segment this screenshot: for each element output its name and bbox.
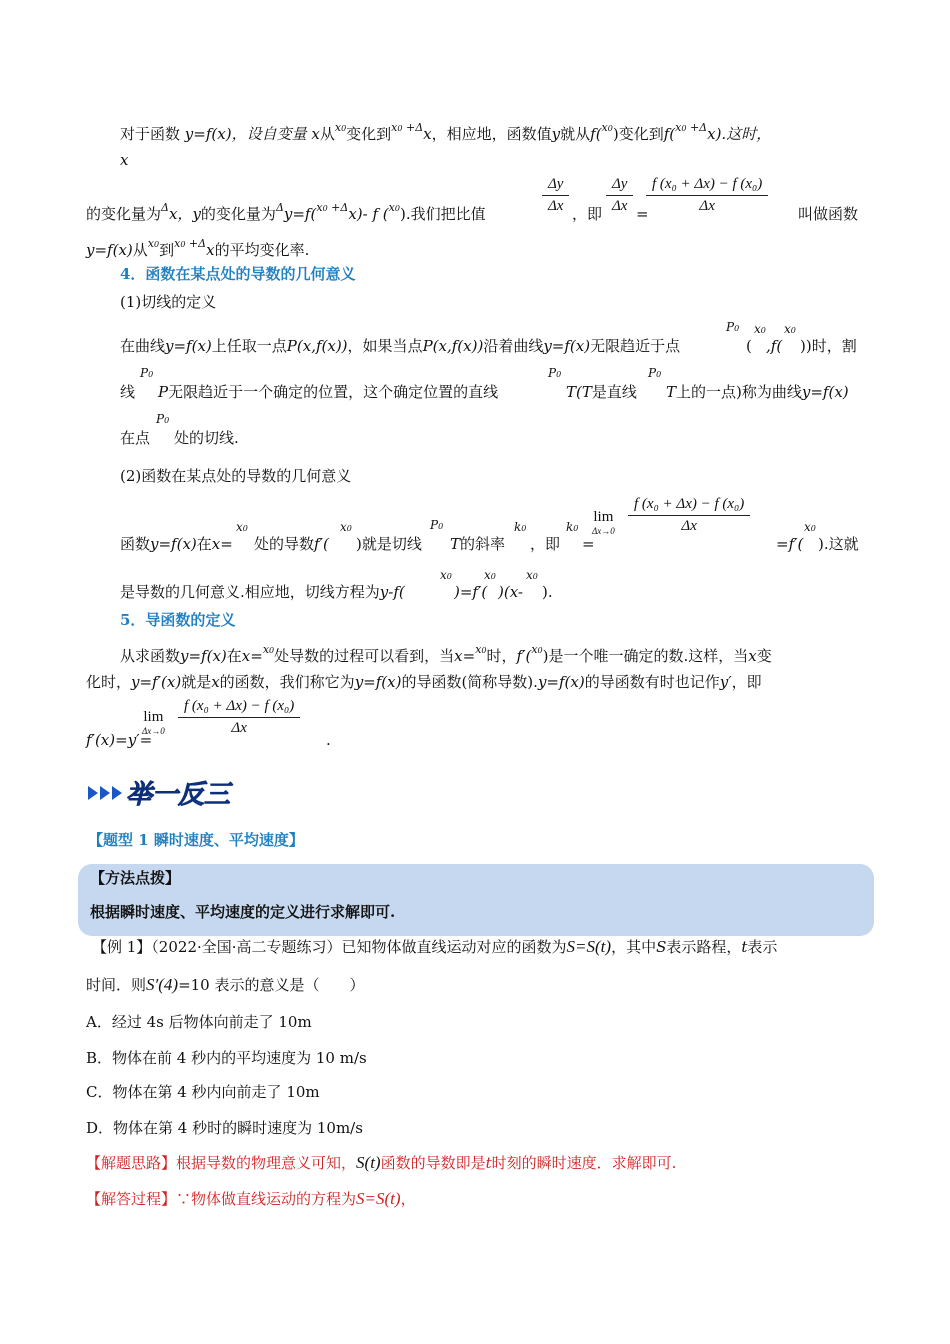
text: 根据导数的物理意义可知， [176, 1154, 357, 1172]
text: 从 [132, 241, 148, 259]
x0-symbol: x0 [262, 643, 275, 656]
x0-symbol: x0 [526, 568, 538, 582]
text: 是导数的几何意义.相应地，切线方程为 [120, 583, 380, 601]
x0-symbol: x0 +Δ [174, 237, 207, 250]
text: 叫做函数 [798, 205, 859, 223]
k0-symbol: k0 [566, 520, 579, 534]
text: y=f(x) [180, 647, 227, 665]
text: =f′( [776, 535, 804, 553]
text: y=f( [283, 205, 317, 223]
p0-symbol: P0 [140, 366, 154, 380]
x0-symbol: x0 [804, 520, 816, 534]
text: ∵物体做直线运动的方程为 [176, 1190, 357, 1208]
text: ,f( [766, 337, 783, 355]
section-4-heading: 4．函数在某点处的导数的几何意义 [120, 265, 356, 283]
text: y [551, 125, 561, 143]
text: y=f [184, 125, 212, 143]
text: 就是 [181, 673, 212, 691]
text: x [206, 241, 215, 259]
text: y=f(x) [537, 673, 585, 691]
x0-symbol: x0 +Δ [316, 201, 349, 214]
tangent-line-2d [666, 382, 849, 402]
tangent-line-1 [120, 336, 680, 356]
denominator: Δx [231, 720, 247, 736]
x0-symbol: x0 [440, 568, 452, 582]
p0-symbol: P0 [726, 320, 740, 334]
x0-symbol: x0 +Δ [675, 121, 708, 134]
text: P(x,f(x)) [286, 337, 348, 355]
text: ，相应地，函数值 [431, 125, 552, 143]
formula: S=S(t) [356, 1189, 401, 1208]
lim-subscript: Δx→0 [142, 726, 165, 736]
banner-title: 举一反三 [126, 780, 231, 809]
derivative-def-line-2 [86, 672, 762, 692]
text: 就从 [560, 125, 591, 143]
text: x).这时， [707, 125, 772, 143]
text: 表示 [747, 938, 778, 956]
process-label: 【解答过程】 [86, 1190, 177, 1208]
derivative-def-line-3: f′(x)=y′= [86, 731, 153, 749]
x0-symbol: x0 [601, 121, 613, 134]
solution-process [86, 1186, 416, 1212]
text: )是一个唯一确定的数.这样，当 [542, 647, 749, 665]
text: 在点 [120, 429, 151, 447]
text: 从 [319, 125, 335, 143]
text: =10 表示的意义是（ ） [178, 976, 365, 994]
text: f( [590, 125, 602, 143]
x0-symbol: x0 +Δ [391, 121, 424, 134]
denominator: Δx [699, 198, 715, 214]
text: x)- f ( [348, 205, 389, 223]
text: 的导函数有时也记作 [584, 673, 720, 691]
text: T [450, 535, 461, 553]
text: y′ [719, 673, 732, 691]
lim-label: lim [593, 509, 614, 525]
p0-symbol: P0 [430, 518, 444, 532]
x0-symbol: x0 [531, 643, 543, 656]
section-5-heading: 5．导函数的定义 [120, 611, 236, 629]
text: 的变化量为 [200, 205, 276, 223]
tangent-line-2 [120, 382, 135, 402]
text: 【例 1】（2022·全国·高二专题练习）已知物体做直线运动对应的函数为 [92, 938, 567, 956]
text: f′( [516, 647, 532, 665]
derivative-def-line-1 [120, 643, 772, 669]
numerator: f (x₀ + Δx) − f (x₀) [646, 176, 768, 196]
text: 函数 [120, 535, 151, 553]
tangent-line-2b [158, 382, 498, 402]
method-title: 【方法点拨】 [90, 869, 181, 887]
text: y=f(x) [543, 337, 591, 355]
text: y-f( [379, 583, 405, 601]
text: 对于函数 [120, 125, 181, 143]
x0-symbol: x0 [340, 520, 352, 534]
text: y=f(x) [86, 241, 133, 259]
x0-symbol: x0 [388, 201, 400, 214]
text: P(x,f(x)) [422, 337, 484, 355]
option-c: C．物体在第 4 秒内向前走了 10m [86, 1083, 320, 1101]
geometric-line-1 [120, 534, 233, 554]
geometric-line-1c [356, 534, 422, 554]
text: y=f(x) [150, 535, 197, 553]
text: ，即 [731, 673, 762, 691]
text: 上的一点)称为曲线 [676, 383, 802, 401]
text: 的导函数(简称导数). [401, 673, 538, 691]
text: )=f′( [454, 583, 488, 601]
text: ，即 [530, 535, 561, 553]
ratio-fraction [606, 176, 633, 215]
text: 化时， [86, 673, 132, 691]
text: ，即 [572, 205, 603, 223]
text: x= [211, 535, 233, 553]
difference-quotient [646, 176, 768, 215]
text: 处的导数 [254, 535, 315, 553]
x0-symbol: x0 [236, 520, 248, 534]
p0-symbol: P0 [548, 366, 562, 380]
text: 在曲线 [120, 337, 166, 355]
arrow-icon [88, 786, 98, 800]
text: ).我们把比值 [399, 205, 486, 223]
delta-symbol: Δ [275, 201, 284, 214]
ratio-fraction [542, 176, 569, 215]
equals: = [582, 535, 595, 553]
p0-symbol: P0 [156, 412, 170, 426]
text: x [423, 125, 432, 143]
avg-rate-line-1 [120, 121, 772, 147]
geometric-line-1d [450, 534, 505, 554]
text: ).这就 [818, 535, 859, 553]
idea-label: 【解题思路】 [86, 1154, 177, 1172]
avg-rate-line-4 [86, 237, 310, 263]
text: y=f′(x) [131, 673, 182, 691]
numerator: Δy [606, 176, 633, 196]
denominator: Δx [681, 518, 697, 534]
example-1-line-1 [92, 934, 777, 960]
text: (x)，设自变量 [211, 125, 307, 143]
text: 处的切线. [174, 429, 239, 447]
text: 时刻的瞬时速度．求解即可. [491, 1154, 677, 1172]
text: 变 [756, 647, 772, 665]
text: T(T [566, 383, 592, 401]
section-banner [86, 776, 236, 810]
text: 无限趋近于一个确定的位置，这个确定位置的直线 [168, 383, 499, 401]
text: 沿着曲线 [483, 337, 544, 355]
text: y=f(x) [801, 383, 849, 401]
text: y [192, 205, 201, 223]
text: t [485, 1154, 492, 1172]
option-b: B．物体在前 4 秒内的平均速度为 10 m/s [86, 1049, 367, 1067]
text: 在 [226, 647, 242, 665]
lim-label: lim [143, 709, 164, 725]
denominator: Δx [548, 198, 564, 214]
subheading-tangent-definition: (1)切线的定义 [120, 293, 217, 311]
text: x= [454, 647, 476, 665]
option-d: D．物体在第 4 秒时的瞬时速度为 10m/s [86, 1119, 363, 1137]
text: x， [168, 205, 193, 223]
text: ). [542, 583, 553, 601]
example-1-line-2 [86, 972, 365, 998]
text: 时， [486, 647, 517, 665]
limit-operator [592, 510, 615, 538]
text: 表示路程， [666, 938, 742, 956]
x0-symbol: x0 [754, 322, 766, 336]
option-a: A．经过 4s 后物体向前走了 10m [86, 1013, 312, 1031]
avg-rate-line-2: x [120, 151, 129, 169]
k0-symbol: k0 [514, 520, 527, 534]
text: 的平均变化率. [214, 241, 310, 259]
text: ， [400, 1190, 416, 1208]
text: )就是切线 [356, 535, 422, 553]
difference-quotient [178, 698, 300, 737]
text: x [311, 125, 320, 143]
text: 是直线 [591, 383, 637, 401]
text: y=f(x) [354, 673, 402, 691]
numerator: f (x₀ + Δx) − f (x₀) [178, 698, 300, 718]
tangent-line-2c [566, 382, 637, 402]
formula: S(t) [356, 1153, 381, 1172]
numerator: Δy [542, 176, 569, 196]
x0-symbol: x0 [784, 322, 796, 336]
text: ，其中 [611, 938, 657, 956]
tangent-line-3 [120, 428, 150, 448]
p0-symbol: P0 [648, 366, 662, 380]
x0-symbol: x0 [147, 237, 160, 250]
x0-symbol: x0 [475, 643, 487, 656]
question-type-1: 【题型 1 瞬时速度、平均速度】 [88, 831, 304, 849]
solution-idea [86, 1150, 676, 1176]
arrow-icon [112, 786, 122, 800]
text: 的斜率 [460, 535, 506, 553]
text: 线 [120, 383, 136, 401]
text: S [656, 938, 667, 956]
text: 无限趋近于点 [590, 337, 681, 355]
x0-symbol: x0 [484, 568, 496, 582]
x0-symbol: x0 [334, 121, 347, 134]
text: 时间．则 [86, 976, 147, 994]
method-box [78, 864, 874, 936]
difference-quotient [628, 496, 750, 535]
text: ( [746, 337, 752, 355]
numerator: f (x₀ + Δx) − f (x₀) [628, 496, 750, 516]
text: ))时，割 [800, 337, 857, 355]
method-body: 根据瞬时速度、平均速度的定义进行求解即可. [90, 903, 396, 921]
delta-symbol: Δ [161, 201, 169, 214]
text: f′( [314, 535, 329, 553]
text: 在 [196, 535, 212, 553]
equals: = [636, 205, 649, 223]
text: T [666, 383, 677, 401]
text: f( [663, 125, 676, 143]
text: ，如果当点 [347, 337, 423, 355]
denominator: Δx [612, 198, 628, 214]
formula: S′(4) [146, 975, 179, 994]
geometric-line-2 [120, 582, 405, 602]
subheading-geometric-meaning: (2)函数在某点处的导数的几何意义 [120, 467, 352, 485]
arrow-icon [100, 786, 110, 800]
text: 的函数，我们称它为 [219, 673, 355, 691]
text: 上任取一点 [211, 337, 287, 355]
geometric-line-1b [254, 534, 329, 554]
text: 从求函数 [120, 647, 181, 665]
text: x [211, 673, 220, 691]
text: x= [241, 647, 263, 665]
avg-rate-line-3 [86, 201, 486, 227]
text: )变化到 [612, 125, 664, 143]
text: P [158, 383, 169, 401]
text: )(x- [498, 583, 523, 601]
text: 处导数的过程可以看到，当 [274, 647, 455, 665]
text: . [326, 731, 331, 749]
lim-subscript: Δx→0 [592, 526, 615, 536]
formula: S=S(t) [566, 937, 612, 956]
text: x [748, 647, 757, 665]
text: 到 [159, 241, 175, 259]
text: 函数的导数即是 [380, 1154, 486, 1172]
text: t [741, 938, 748, 956]
text: 的变化量为 [86, 205, 162, 223]
text: 变化到 [346, 125, 392, 143]
text: y=f(x) [165, 337, 212, 355]
